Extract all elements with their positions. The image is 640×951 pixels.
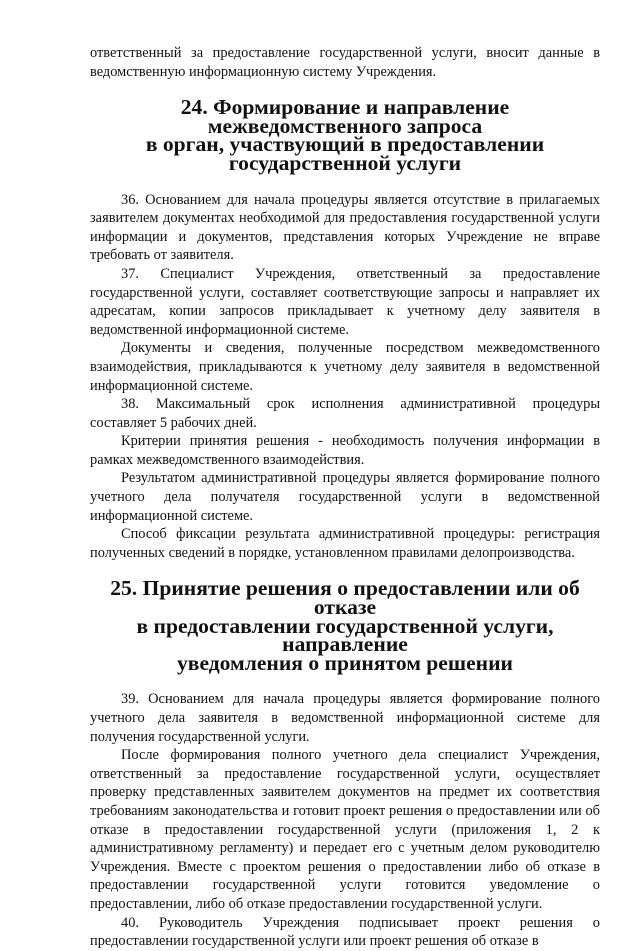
section-25-heading-line: уведомления о принятом решении (177, 650, 513, 675)
paragraph-40: 40. Руководитель Учреждения подписывает проект решения о предоставлении государственной услуги или проект решения об отказе в (90, 914, 600, 950)
section-24-heading-line: в орган, участвующий в предоставлении государственной услуги (145, 132, 545, 175)
section-25-heading (90, 576, 600, 675)
section-25-heading-line: в предоставлении государственной услуги, направление (136, 613, 554, 657)
section-24-heading (90, 95, 600, 175)
paragraph-documents: Документы и сведения, полученные посредством межведомственного взаимодействия, прикладываются к учетному делу заявителя в ведомственной информационной системе. (90, 340, 600, 394)
paragraph-36: 36. Основанием для начала процедуры является отсутствие в прилагаемых заявителем документах необходимой для предоставления государственной услуги информации и документов, представления которых Учреждение не вправе требовать от заявителя. (90, 191, 600, 264)
paragraph-38: 38. Максимальный срок исполнения административной процедуры составляет 5 рабочих дней. (90, 396, 600, 431)
paragraph-criteria: Критерии принятия решения - необходимость получения информации в рамках межведомственного взаимодействия. (90, 433, 600, 468)
paragraph-fixation: Способ фиксации результата административной процедуры: регистрация полученных сведений в порядке, установленном правилами делопроизводства. (90, 526, 600, 561)
paragraph-check: После формирования полного учетного дела специалист Учреждения, ответственный за предоставление государственной услуги, осуществляет проверку представленных заявителем документов на предмет их соответствия требованиям законодательства и готовит проект решения о предоставлении или об отказе в предоставлении государственной услуги (приложения 1, 2 к административному регламенту) и передает его с учетным делом руководителю Учреждения. Вместе с проектом решения о предоставлении либо об отказе в предоставлении государственной услуги готовится уведомление о предоставлении, либо об отказе предоставлении государственной услуги. (90, 747, 600, 912)
document-page (90, 44, 600, 951)
paragraph-37: 37. Специалист Учреждения, ответственный за предоставление государственной услуги, составляет соответствующие запросы и направляет их адресатам, копии запросов прикладывает к учетному делу заявителя в ведомственной информационной системе. (90, 265, 600, 338)
intro-paragraph: ответственный за предоставление государственной услуги, вносит данные в ведомственную информационную систему Учреждения. (90, 45, 600, 80)
section-25-heading-line: 25. Принятие решения о предоставлении или об отказе (110, 576, 580, 620)
paragraph-result: Результатом административной процедуры является формирование полного учетного дела получателя государственной услуги в ведомственной информационной системе. (90, 470, 600, 524)
section-24-heading-line: 24. Формирование и направление межведомственного запроса (180, 95, 510, 138)
paragraph-39: 39. Основанием для начала процедуры является формирование полного учетного дела заявителя в ведомственной информационной системе для получения государственной услуги. (90, 691, 600, 745)
